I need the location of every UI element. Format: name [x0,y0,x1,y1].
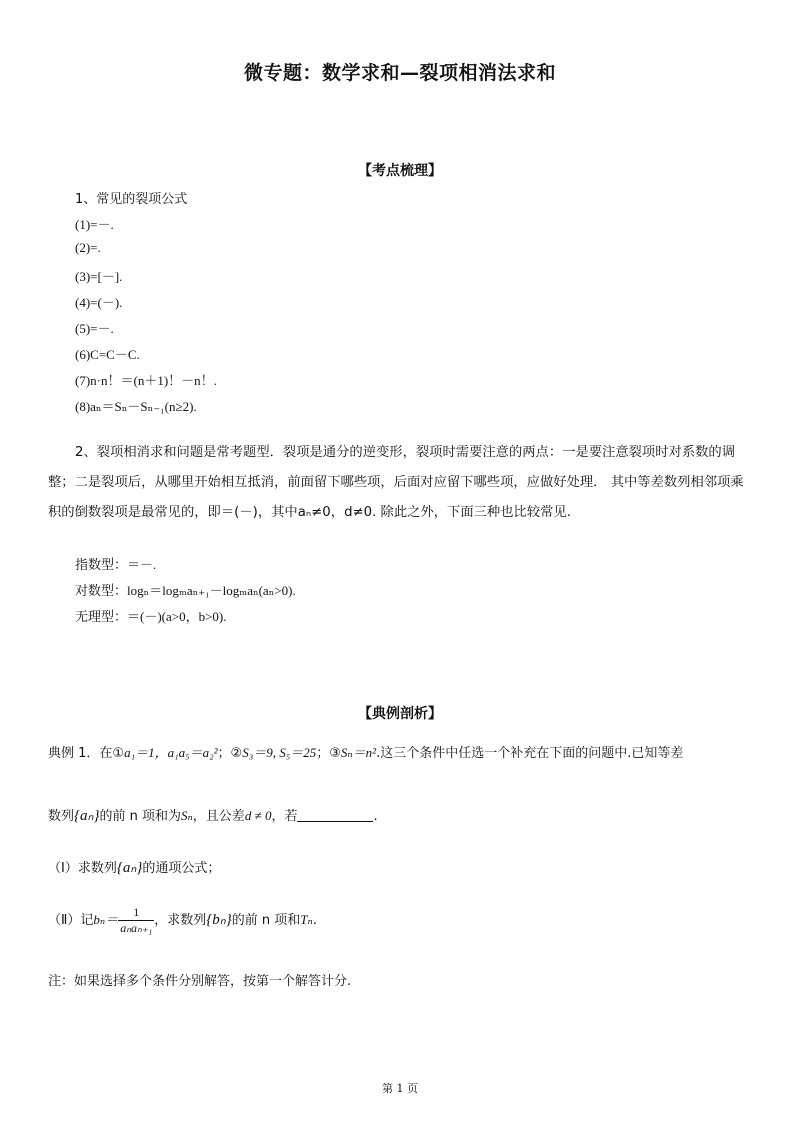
formula-2: (2)=. [75,240,101,255]
type-label: 对数型： [75,584,128,599]
type-label: 无理型： [75,610,128,625]
type-formula: ＝－. [127,557,157,572]
line2-end: ，若 [271,809,298,824]
page-footer: 第 1 页 [382,1082,418,1095]
line2-mid2: ，且公差 [192,809,245,824]
sequence-b: {bₙ} [206,912,232,928]
note: 注：如果选择多个条件分别解答，按第一个解答计分. [48,974,352,989]
formula-4: (4)=(－). [75,295,123,310]
sequence-a: {aₙ} [74,808,100,824]
condition-2: S₃＝9, S₅＝25 [242,745,317,760]
bn-fraction [118,905,154,936]
type-logarithmic [75,580,296,599]
q2-suffix: 的前 n 项和 [231,913,301,928]
type-irrational [75,606,227,625]
q1-prefix: （Ⅰ）求数列 [48,861,117,876]
formula-5: (5)=－. [75,321,114,336]
question-1 [48,857,220,877]
example-prefix: 典例 1．在① [48,746,125,761]
condition-1: a₁＝1，a₁a₅＝a₂² [124,745,218,760]
example-1-line-1 [48,742,683,761]
section-heading-key-points: 【考点梳理】 [358,163,442,179]
q2-prefix: （Ⅱ）记 [48,913,94,928]
line2-prefix: 数列 [48,809,75,824]
question-2 [48,905,317,936]
fraction-denominator: aₙaₙ₊₁ [120,921,153,935]
type-label: 指数型： [75,558,128,573]
fraction-numerator: 1 [118,905,154,921]
condition-3: Sₙ＝n² [340,745,377,760]
separator-1: ；② [217,746,243,761]
q1-suffix: 的通项公式； [142,861,221,876]
formula-1: (1)=－. [75,217,114,232]
line2-mid: 的前 n 项和为 [99,809,182,824]
bn-label: bₙ＝ [93,912,119,927]
q2-mid: ，求数列 [154,913,207,928]
fill-in-blank [297,809,373,822]
sum-tn: Tₙ [300,912,313,927]
type-exponential [75,554,156,573]
separator-2: ；③ [316,746,341,761]
formula-8: (8)aₙ＝Sₙ－Sₙ₋₁(n≥2). [75,399,197,414]
page-title: 微专题：数学求和—裂项相消法求和 [243,62,556,84]
common-difference: d ≠ 0 [244,808,272,823]
example-1-line-2 [48,805,378,825]
sequence-a: {aₙ} [116,860,143,876]
formula-6: (6)C=C－C. [75,347,140,362]
type-formula: ＝(－)(a>0，b>0). [127,609,227,624]
sum-sn: Sₙ [181,808,193,823]
formula-7: (7)n·n！＝(n＋1)！－n！. [75,373,217,388]
type-formula: logₙ＝logₘaₙ₊₁－logₘaₙ(aₙ>0). [127,583,296,598]
formula-3: (3)=[－]. [75,269,123,284]
item1-heading: 1、常见的裂项公式 [75,192,188,207]
q2-end: . [312,913,317,928]
paragraph-2: 2、裂项相消求和问题是常考题型．裂项是通分的逆变形，裂项时需要注意的两点：一是要注意裂项时对系数的调整；二是裂项后，从哪里开始相互抵消，前面留下哪些项，后面对应留下哪些项，应做好处理． 其中等差数列相邻项乘积的倒数裂项是最常见的，即＝(－)，其中aₙ≠0，d≠0. 除此之外，下面三种也比较常见. [48,445,744,520]
line2-tail: . [373,809,378,824]
section-heading-examples: 【典例剖析】 [358,706,442,722]
example-suffix: .这三个条件中任选一个补充在下面的问题中.已知等差 [376,746,684,761]
